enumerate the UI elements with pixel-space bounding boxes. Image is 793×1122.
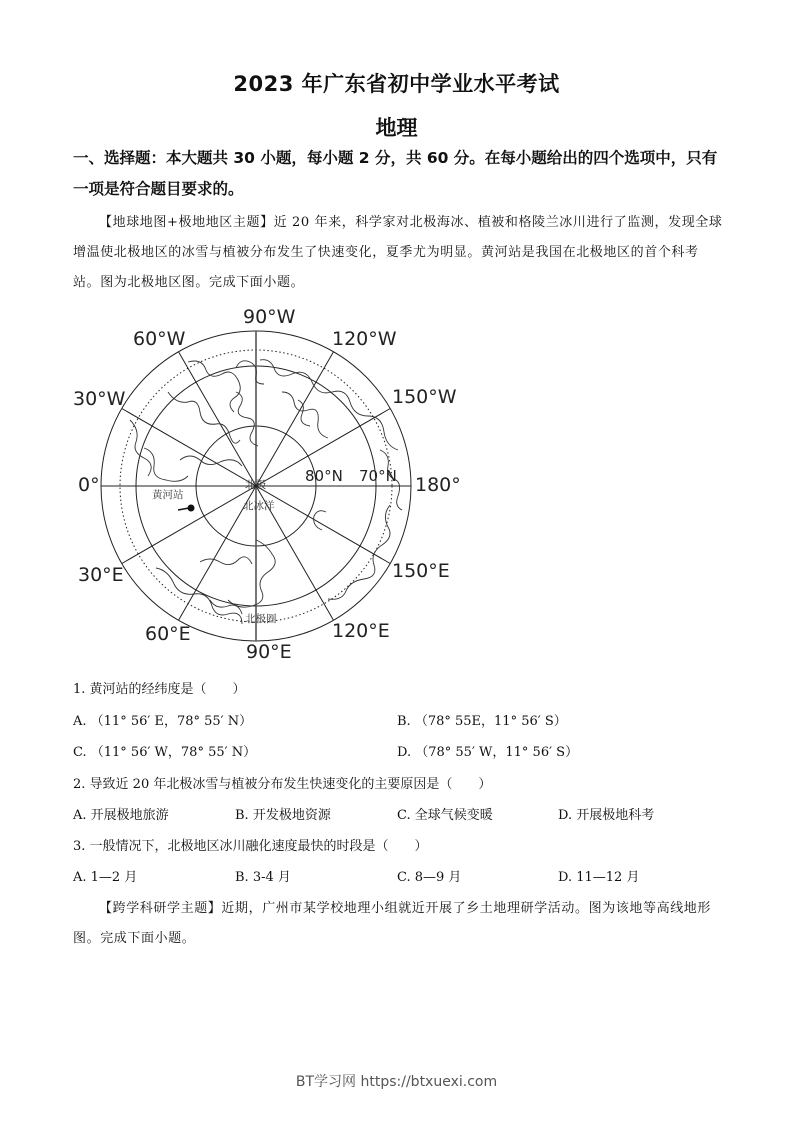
question-1-stem: 1. 黄河站的经纬度是（ ） <box>73 682 246 697</box>
label-north-pole: 北极 <box>245 479 266 491</box>
question-2-stem: 2. 导致近 20 年北极冰雪与植被分布发生快速变化的主要原因是（ ） <box>73 777 492 792</box>
label-150w: 150°W <box>392 386 457 408</box>
question-1-option-c: C. （11° 56′ W，78° 55′ N） <box>73 745 257 760</box>
label-60e: 60°E <box>145 623 191 645</box>
footer-watermark: BT学习网 https://btxuexi.com <box>295 1074 498 1090</box>
section-heading <box>73 143 723 205</box>
intro-passage: 【地球地图+极地地区主题】近 20 年来，科学家对北极海冰、植被和格陵兰冰川进行了监测，发现全球增温使北极地区的冰雪与植被分布发生了快速变化，夏季尤为明显。黄河站是我国在北极地区的首个科考站。图为北极地区图。完成下面小题。 <box>73 215 723 290</box>
question-3-option-b: B. 3-4 月 <box>235 870 291 885</box>
second-passage: 【跨学科研学主题】近期，广州市某学校地理小组就近开展了乡土地理研学活动。图为该地等高线地形图。完成下面小题。 <box>73 901 712 946</box>
label-70n: 70°N <box>359 467 397 485</box>
question-3-option-d: D. 11—12 月 <box>558 870 640 885</box>
exam-title: 2023 年广东省初中学业水平考试 <box>233 72 560 96</box>
question-2-option-d: D. 开展极地科考 <box>558 808 655 823</box>
label-90e: 90°E <box>246 641 292 663</box>
label-120e: 120°E <box>332 620 390 642</box>
label-150e: 150°E <box>392 560 450 582</box>
question-3-option-c: C. 8—9 月 <box>397 870 462 885</box>
label-30w: 30°W <box>73 388 126 410</box>
arctic-map <box>60 300 480 670</box>
question-2-option-a: A. 开展极地旅游 <box>73 808 169 823</box>
question-1-option-b: B. （78° 55E，11° 56′ S） <box>397 714 567 729</box>
label-0: 0° <box>78 474 100 496</box>
section-heading-line-1: 一、选择题：本大题共 30 小题，每小题 2 分，共 60 分。在每小题给出的四个选项中，只有 <box>73 149 718 167</box>
question-3-option-a: A. 1—2 月 <box>73 870 138 885</box>
label-120w: 120°W <box>332 328 397 350</box>
label-60w: 60°W <box>133 328 186 350</box>
label-90w: 90°W <box>243 306 296 328</box>
label-arctic-circle: 北极圈 <box>245 613 277 625</box>
label-arctic-ocean: 北冰洋 <box>243 500 275 512</box>
question-1-option-a: A. （11° 56′ E，78° 55′ N） <box>73 714 253 729</box>
section-heading-line-2: 一项是符合题目要求的。 <box>73 180 244 198</box>
question-2-option-b: B. 开发极地资源 <box>235 808 331 823</box>
question-1-option-d: D. （78° 55′ W，11° 56′ S） <box>397 745 579 760</box>
label-80n: 80°N <box>305 467 343 485</box>
label-30e: 30°E <box>78 564 124 586</box>
question-3-stem: 3. 一般情况下，北极地区冰川融化速度最快的时段是（ ） <box>73 839 428 854</box>
subject-title: 地理 <box>375 116 418 140</box>
label-station: 黄河站 <box>152 489 184 501</box>
label-180: 180° <box>415 474 461 496</box>
question-2-option-c: C. 全球气候变暖 <box>397 808 493 823</box>
